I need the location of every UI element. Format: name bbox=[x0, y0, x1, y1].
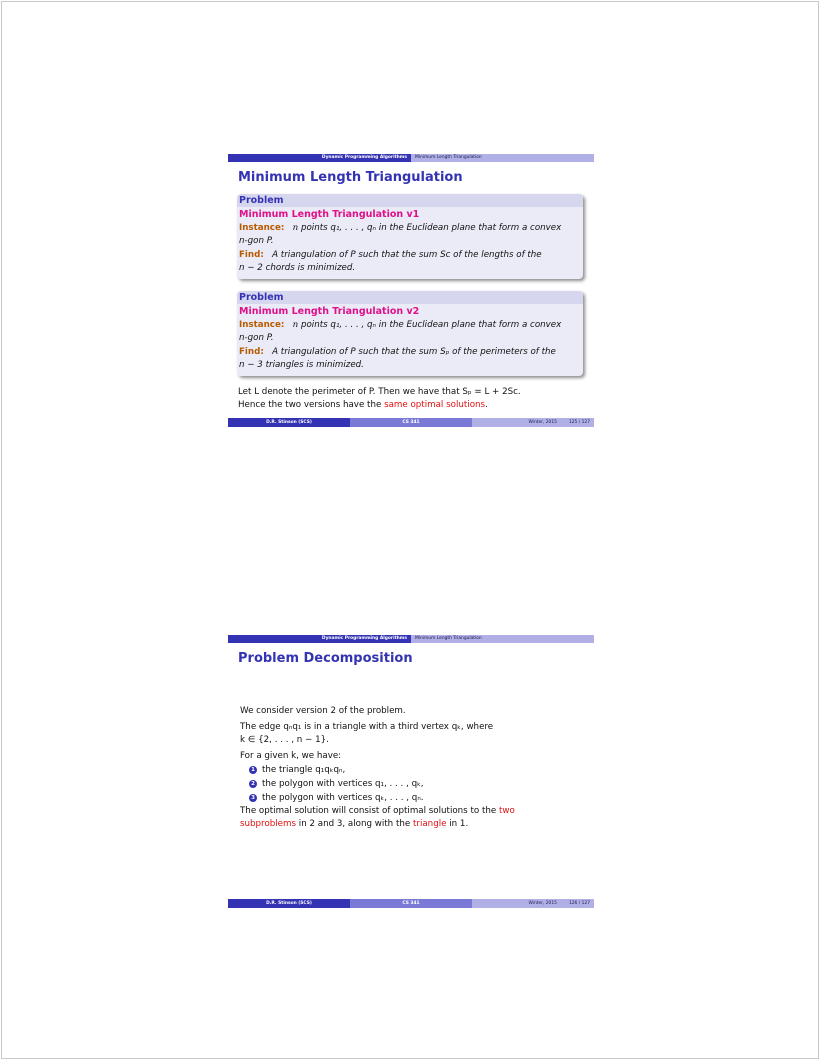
paragraph-2a: The edge qₙq₁ is in a triangle with a third vertex qₖ, where bbox=[240, 722, 494, 732]
footer-author: D.R. Stinson (SCS) bbox=[228, 899, 350, 908]
instance-label: Instance: bbox=[239, 319, 285, 330]
alert-text: subproblems bbox=[240, 819, 297, 829]
problem-name: Minimum Length Triangulation v2 bbox=[239, 306, 420, 317]
find-text: A triangulation of P such that the sum Sₚ of the perimeters of the bbox=[272, 346, 556, 357]
list-item: 3 the polygon with vertices qₖ, . . . , qₙ. bbox=[240, 791, 515, 805]
body-line-2: Hence the two versions have the same optimal solutions. bbox=[238, 400, 488, 410]
slide-125 bbox=[228, 154, 594, 432]
footer-term-page bbox=[472, 899, 594, 908]
paragraph-4-cont: subproblems in 2 and 3, along with the triangle in 1. bbox=[240, 819, 469, 829]
slide-header bbox=[228, 635, 594, 643]
footer-term: Winter, 2015 bbox=[528, 901, 557, 906]
footer-page: 125 / 127 bbox=[568, 420, 590, 425]
footer-term-page bbox=[472, 418, 594, 427]
footer-author: D.R. Stinson (SCS) bbox=[228, 418, 350, 427]
problem-block-v2 bbox=[237, 291, 583, 376]
frame-title: Problem Decomposition bbox=[238, 651, 413, 666]
enumerated-list bbox=[240, 763, 515, 805]
header-subsection: Minimum Length Triangulation bbox=[411, 635, 594, 643]
paragraph-3: For a given k, we have: bbox=[240, 751, 342, 761]
header-section: Dynamic Programming Algorithms bbox=[228, 154, 411, 162]
alert-text: same optimal solutions bbox=[384, 400, 486, 410]
slide-header bbox=[228, 154, 594, 162]
problem-block-v1 bbox=[237, 194, 583, 279]
header-section: Dynamic Programming Algorithms bbox=[228, 635, 411, 643]
item-number-badge: 3 bbox=[249, 794, 257, 802]
slide-body bbox=[240, 705, 515, 831]
footer-course: CS 341 bbox=[350, 899, 472, 908]
instance-text: n points q₁, . . . , qₙ in the Euclidean plane that form a convex bbox=[292, 319, 562, 330]
slide-body bbox=[238, 386, 521, 412]
frame-title: Minimum Length Triangulation bbox=[238, 170, 463, 185]
slide-footer bbox=[228, 418, 594, 427]
alert-text: two bbox=[498, 806, 515, 816]
find-label: Find: bbox=[239, 249, 264, 260]
paragraph-1: We consider version 2 of the problem. bbox=[240, 706, 406, 716]
block-heading: Problem bbox=[237, 291, 583, 304]
header-subsection: Minimum Length Triangulation bbox=[411, 154, 594, 162]
list-item: 1 the triangle q₁qₖqₙ, bbox=[240, 763, 515, 777]
find-label: Find: bbox=[239, 346, 264, 357]
problem-name: Minimum Length Triangulation v1 bbox=[239, 209, 420, 220]
footer-page: 126 / 127 bbox=[568, 901, 590, 906]
find-text-cont: n − 3 triangles is minimized. bbox=[239, 360, 364, 370]
paragraph-4: The optimal solution will consist of optimal solutions to the two bbox=[240, 806, 515, 816]
instance-text: n points q₁, . . . , qₙ in the Euclidean plane that form a convex bbox=[292, 222, 562, 233]
body-line-1: Let L denote the perimeter of P. Then we have that Sₚ = L + 2Sᴄ. bbox=[238, 387, 521, 397]
instance-label: Instance: bbox=[239, 222, 285, 233]
find-text: A triangulation of P such that the sum Sᴄ of the lengths of the bbox=[272, 249, 542, 260]
item-number-badge: 1 bbox=[249, 766, 257, 774]
instance-text-cont: n-gon P. bbox=[239, 333, 274, 343]
paragraph-2b: k ∈ {2, . . . , n − 1}. bbox=[240, 735, 329, 745]
footer-term: Winter, 2015 bbox=[528, 420, 557, 425]
slide-126 bbox=[228, 635, 594, 913]
instance-text-cont: n-gon P. bbox=[239, 236, 274, 246]
slide-footer bbox=[228, 899, 594, 908]
footer-course: CS 341 bbox=[350, 418, 472, 427]
alert-text: triangle bbox=[412, 819, 447, 829]
block-heading: Problem bbox=[237, 194, 583, 207]
item-number-badge: 2 bbox=[249, 780, 257, 788]
find-text-cont: n − 2 chords is minimized. bbox=[239, 263, 356, 273]
list-item: 2 the polygon with vertices q₁, . . . , qₖ, bbox=[240, 777, 515, 791]
